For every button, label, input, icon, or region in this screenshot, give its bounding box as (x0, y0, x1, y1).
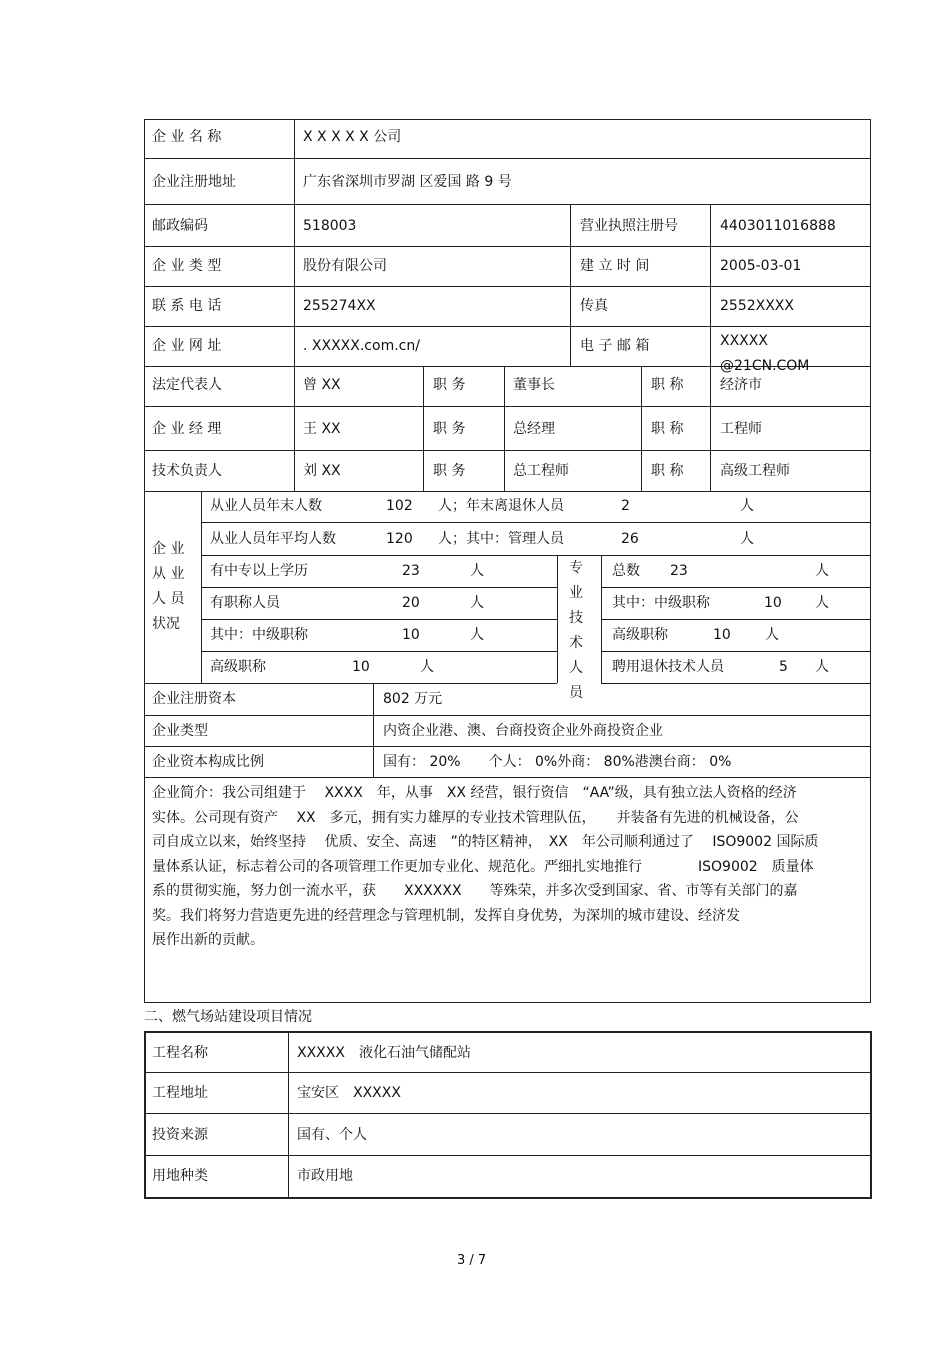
unit-label: 人 (815, 563, 829, 579)
pro-label-char: 业 (569, 585, 583, 601)
tech-lead-label: 技术负责人 (152, 463, 222, 479)
staff-row1-label: 从业人员年末人数 (210, 498, 322, 514)
fax-label: 传真 (580, 298, 608, 314)
phone-value: 255274XX (303, 298, 376, 314)
founded-value: 2005-03-01 (720, 258, 802, 274)
title-label: 职 称 (651, 377, 684, 393)
postcode-value: 518003 (303, 218, 357, 234)
staff-row1-mid: 人；年末离退休人员 (438, 498, 564, 514)
manager-duty: 总经理 (513, 421, 555, 437)
staff-row1-count: 102 (386, 498, 413, 514)
email-value-2: @21CN.COM (720, 358, 810, 374)
reg-addr-value: 广东省深圳市罗湖 区爱国 路 9 号 (303, 174, 512, 190)
website-label: 企 业 网 址 (152, 338, 222, 354)
pro-total-value: 23 (670, 563, 688, 579)
capital-label: 企业注册资本 (152, 691, 236, 707)
pro-label-char: 专 (569, 560, 583, 576)
staff-row2-unit: 人 (740, 531, 754, 547)
ent-type-value: 内资企业港、澳、台商投资企业外商投资企业 (383, 723, 663, 739)
pro-label-char: 人 (569, 660, 583, 676)
license-label: 营业执照注册号 (580, 218, 678, 234)
email-label: 电 子 邮 箱 (580, 338, 650, 354)
tech-lead-name: 刘 XX (303, 463, 341, 479)
staff-label-line: 企 业 (152, 541, 185, 557)
legal-rep-name: 曾 XX (303, 377, 341, 393)
tech-lead-duty: 总工程师 (513, 463, 569, 479)
ent-type-label: 企业类型 (152, 723, 208, 739)
manager-title: 工程师 (720, 421, 762, 437)
founded-label: 建 立 时 间 (580, 258, 650, 274)
intro-line: 司自成立以来，始终坚持 优质、安全、高速 ”的特区精神， XX 年公司顺利通过了 ISO9002 国际质 (152, 834, 819, 850)
project-addr-label: 工程地址 (152, 1085, 208, 1101)
staff-label-line: 人 员 (152, 591, 185, 607)
senior-title-label: 高级职称 (210, 659, 266, 675)
intro-line: 展作出新的贡献。 (152, 932, 264, 948)
type-value: 股份有限公司 (303, 258, 387, 274)
tech-lead-title: 高级工程师 (720, 463, 790, 479)
unit-label: 人 (470, 627, 484, 643)
staff-row2-managers: 26 (621, 531, 639, 547)
staff-row2-mid: 人；其中：管理人员 (438, 531, 564, 547)
intro-line: 奖。我们将努力营造更先进的经营理念与管理机制，发挥自身优势，为深圳的城市建设、经济发 (152, 907, 740, 924)
duty-label: 职 务 (433, 463, 466, 479)
capital-value: 802 万元 (383, 691, 443, 707)
staff-row1-retired: 2 (621, 498, 630, 514)
intro-line: 企业简介：我公司组建于 XXXX 年，从事 XX 经营，银行资信 “AA”级，具有独立法人资格的经济 (152, 785, 797, 801)
pro-senior-label: 高级职称 (612, 627, 668, 643)
staff-row1-unit: 人 (740, 498, 754, 514)
titled-label: 有职称人员 (210, 595, 280, 611)
postcode-label: 邮政编码 (152, 218, 208, 234)
section2-title: 二、燃气场站建设项目情况 (144, 1009, 312, 1025)
legal-rep-title: 经济市 (720, 377, 762, 393)
staff-row2-count: 120 (386, 531, 413, 547)
duty-label: 职 务 (433, 421, 466, 437)
manager-name: 王 XX (303, 421, 341, 437)
ratio-label: 企业资本构成比例 (152, 754, 264, 770)
website-value: . XXXXX.com.cn/ (303, 338, 420, 354)
intro-line: 系的贯彻实施，努力创一流水平，获 XXXXXX 等殊荣，并多次受到国家、省、市等有关部门的嘉 (152, 883, 798, 899)
email-value-1: XXXXX (720, 333, 768, 349)
land-type-value: 市政用地 (297, 1168, 353, 1184)
project-name-label: 工程名称 (152, 1045, 208, 1061)
unit-label: 人 (470, 563, 484, 579)
intro-line: 实体。公司现有资产 XX 多元，拥有实力雄厚的专业技术管理队伍， 并装备有先进的机械设备，公 (152, 809, 799, 826)
pro-mid-value: 10 (764, 595, 782, 611)
type-label: 企 业 类 型 (152, 258, 222, 274)
pro-label-char: 员 (569, 685, 583, 701)
legal-rep-label: 法定代表人 (152, 377, 222, 393)
pro-total-label: 总数 (612, 563, 640, 579)
pro-label-char: 术 (569, 635, 583, 651)
edu-label: 有中专以上学历 (210, 563, 308, 579)
manager-label: 企 业 经 理 (152, 421, 222, 437)
unit-label: 人 (815, 595, 829, 611)
unit-label: 人 (470, 595, 484, 611)
invest-source-label: 投资来源 (152, 1127, 208, 1143)
mid-title-value: 10 (402, 627, 420, 643)
company-name-label: 企 业 名 称 (152, 129, 222, 145)
pro-mid-label: 其中：中级职称 (612, 595, 710, 611)
company-intro (152, 781, 864, 953)
titled-value: 20 (402, 595, 420, 611)
intro-line: 量体系认证，标志着公司的各项管理工作更加专业化、规范化。严细扎实地推行 ISO9002 质量体 (152, 858, 814, 875)
pro-senior-value: 10 (713, 627, 731, 643)
staff-row2-label: 从业人员年平均人数 (210, 531, 336, 547)
project-name-value: XXXXX 液化石油气储配站 (297, 1045, 471, 1061)
mid-title-label: 其中：中级职称 (210, 627, 308, 643)
fax-value: 2552XXXX (720, 298, 794, 314)
title-label: 职 称 (651, 463, 684, 479)
legal-rep-duty: 董事长 (513, 377, 555, 393)
license-value: 4403011016888 (720, 218, 836, 234)
edu-value: 23 (402, 563, 420, 579)
staff-label-line: 状况 (152, 616, 180, 632)
pro-retired-label: 聘用退休技术人员 (612, 659, 724, 675)
company-name-value: X X X X X 公司 (303, 129, 402, 145)
pro-retired-value: 5 (779, 659, 788, 675)
unit-label: 人 (420, 659, 434, 675)
staff-label-line: 从 业 (152, 566, 185, 582)
project-addr-value: 宝安区 XXXXX (297, 1085, 401, 1101)
title-label: 职 称 (651, 421, 684, 437)
senior-title-value: 10 (352, 659, 370, 675)
page-number: 3 / 7 (457, 1253, 487, 1268)
reg-addr-label: 企业注册地址 (152, 174, 236, 190)
duty-label: 职 务 (433, 377, 466, 393)
unit-label: 人 (815, 659, 829, 675)
phone-label: 联 系 电 话 (152, 298, 222, 314)
pro-label-char: 技 (569, 610, 583, 626)
land-type-label: 用地种类 (152, 1168, 208, 1184)
invest-source-value: 国有、个人 (297, 1127, 367, 1143)
unit-label: 人 (765, 627, 779, 643)
ratio-value: 国有： 20% 个人： 0%外商： 80%港澳台商： 0% (383, 754, 732, 770)
